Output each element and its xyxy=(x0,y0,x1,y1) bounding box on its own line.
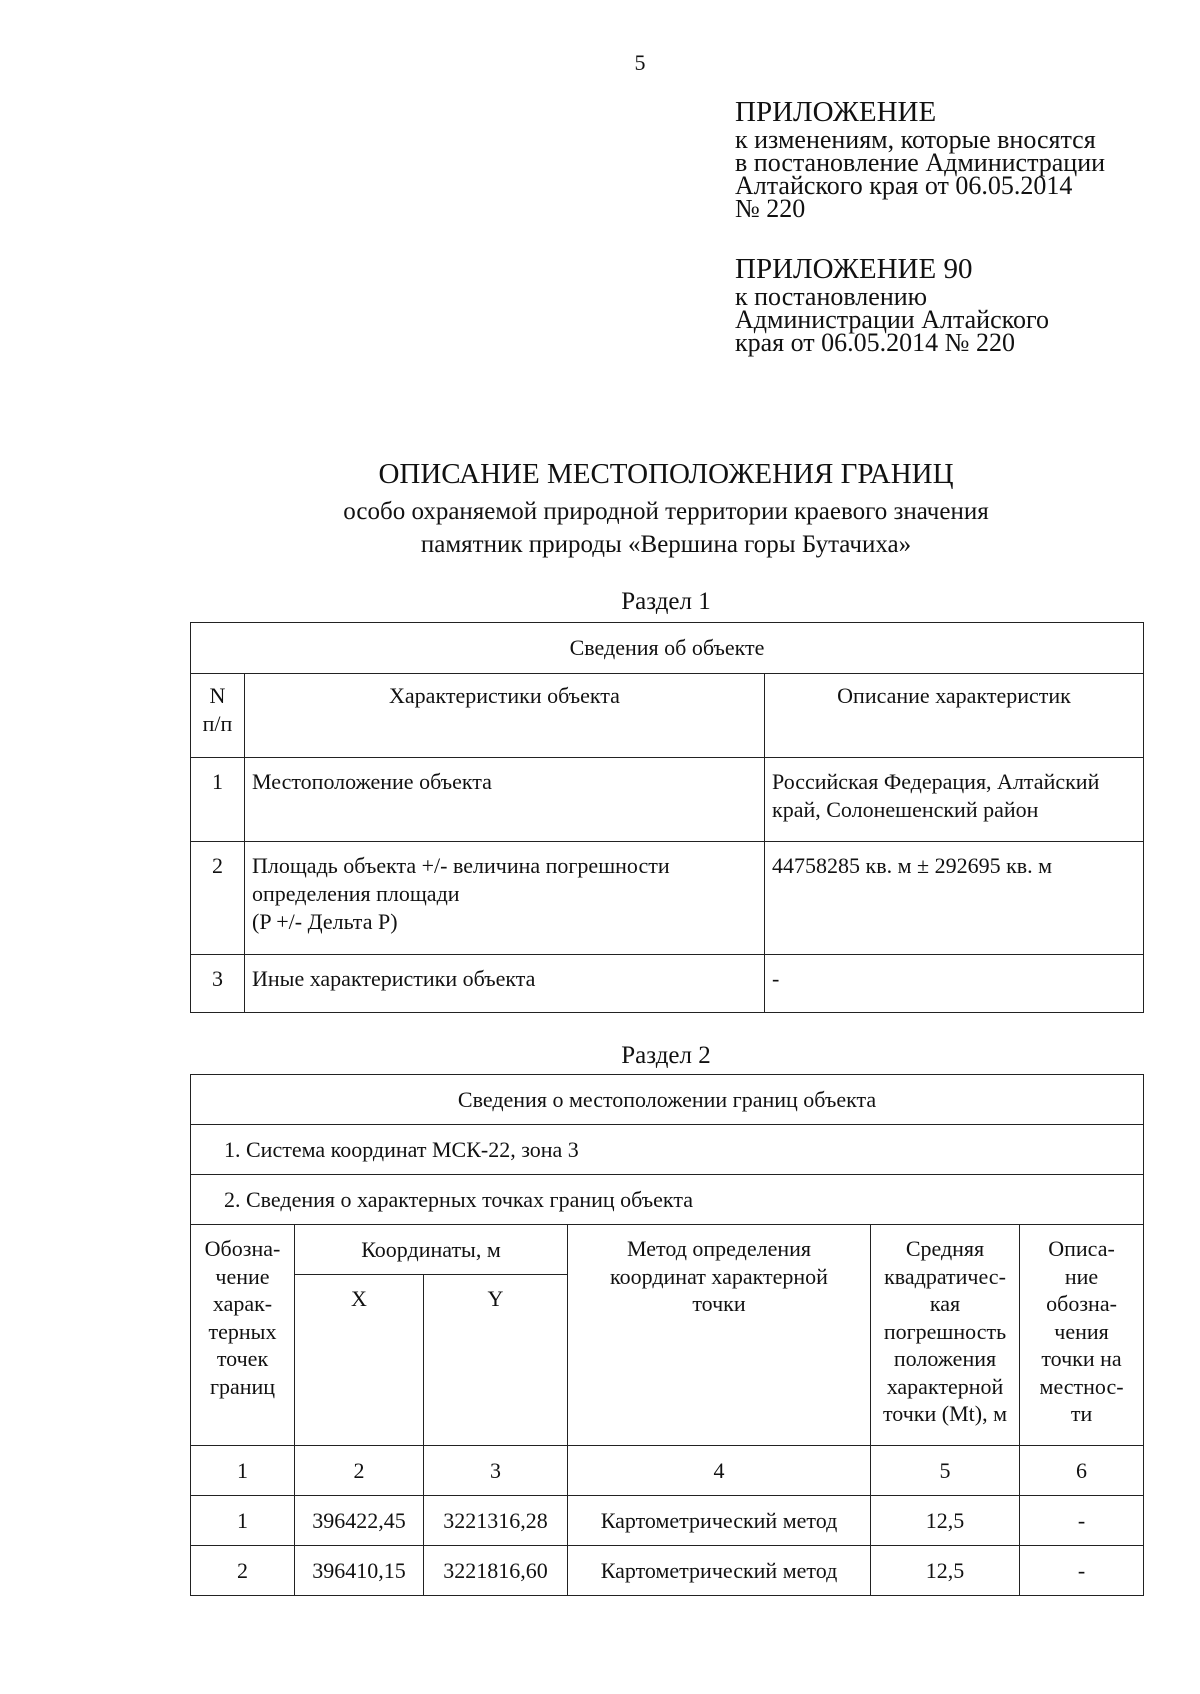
row-number: 3 xyxy=(191,955,245,1013)
column-header-y: Y xyxy=(424,1275,568,1446)
x-coordinate: 396410,15 xyxy=(295,1546,424,1596)
y-coordinate: 3221316,28 xyxy=(424,1496,568,1546)
table-caption: Сведения о местоположении границ объекта xyxy=(191,1075,1144,1125)
column-number: 3 xyxy=(424,1446,568,1496)
x-coordinate: 396422,45 xyxy=(295,1496,424,1546)
point-note: - xyxy=(1020,1546,1144,1596)
column-number: 2 xyxy=(295,1446,424,1496)
object-info-table xyxy=(190,622,1144,1013)
appendix-line: Алтайского края от 06.05.2014 xyxy=(735,171,1073,200)
appendix-heading: ПРИЛОЖЕНИЕ xyxy=(735,96,937,128)
document-title: ОПИСАНИЕ МЕСТОПОЛОЖЕНИЯ ГРАНИЦ xyxy=(378,458,954,490)
page-number: 5 xyxy=(634,50,646,75)
error-value: 12,5 xyxy=(871,1496,1020,1546)
point-number: 2 xyxy=(191,1546,295,1596)
row-characteristic: Площадь объекта +/- величина погрешности определения площади (P +/- Дельта P) xyxy=(245,842,765,955)
column-header-x: X xyxy=(295,1275,424,1446)
column-number: 6 xyxy=(1020,1446,1144,1496)
y-coordinate: 3221816,60 xyxy=(424,1546,568,1596)
table-row xyxy=(191,758,1144,842)
column-header-designation: Обозна- чение харак- терных точек границ xyxy=(191,1225,295,1446)
column-header-coordinates: Координаты, м xyxy=(295,1225,568,1275)
column-number-row xyxy=(191,1446,1144,1496)
appendix-line: в постановление Администрации xyxy=(735,148,1106,177)
column-header-num: N п/п xyxy=(191,674,245,758)
row-characteristic: Местоположение объекта xyxy=(245,758,765,842)
error-value: 12,5 xyxy=(871,1546,1020,1596)
document-subtitle: особо охраняемой природной территории краевого значения xyxy=(343,498,989,525)
column-header-method: Метод определения координат характерной точки xyxy=(568,1225,871,1446)
appendix-block xyxy=(735,96,1175,223)
appendix-line: № 220 xyxy=(735,194,806,223)
appendix-heading: ПРИЛОЖЕНИЕ 90 xyxy=(735,253,973,285)
coordinate-system: 1. Система координат МСК-22, зона 3 xyxy=(191,1125,1144,1175)
column-header-error: Средняя квадратичес- кая погрешность положения характерной точки (Mt), м xyxy=(871,1225,1020,1446)
table-row xyxy=(191,1546,1144,1596)
table-caption: Сведения об объекте xyxy=(191,623,1144,674)
column-number: 5 xyxy=(871,1446,1020,1496)
column-number: 4 xyxy=(568,1446,871,1496)
section-1-title: Раздел 1 xyxy=(621,588,711,615)
row-description: - xyxy=(765,955,1144,1013)
section-2-title: Раздел 2 xyxy=(621,1042,711,1069)
point-note: - xyxy=(1020,1496,1144,1546)
method: Картометрический метод xyxy=(568,1546,871,1596)
point-number: 1 xyxy=(191,1496,295,1546)
boundary-points-table xyxy=(190,1074,1144,1596)
row-number: 1 xyxy=(191,758,245,842)
table-row xyxy=(191,955,1144,1013)
appendix-line: Администрации Алтайского xyxy=(735,305,1049,334)
document-subtitle: памятник природы «Вершина горы Бутачиха» xyxy=(420,531,912,558)
points-caption: 2. Сведения о характерных точках границ объекта xyxy=(191,1175,1144,1225)
row-description: Российская Федерация, Алтайский край, Солонешенский район xyxy=(765,758,1144,842)
column-number: 1 xyxy=(191,1446,295,1496)
column-header-note: Описа- ние обозна- чения точки на местнос- ти xyxy=(1020,1225,1144,1446)
row-number: 2 xyxy=(191,842,245,955)
row-characteristic: Иные характеристики объекта xyxy=(245,955,765,1013)
appendix-90-block xyxy=(735,253,1175,357)
table-row xyxy=(191,1496,1144,1546)
row-description: 44758285 кв. м ± 292695 кв. м xyxy=(765,842,1144,955)
appendix-line: края от 06.05.2014 № 220 xyxy=(735,328,1015,357)
appendix-line: к постановлению xyxy=(735,282,928,311)
method: Картометрический метод xyxy=(568,1496,871,1546)
appendix-line: к изменениям, которые вносятся xyxy=(735,125,1096,154)
column-header-description: Описание характеристик xyxy=(765,674,1144,758)
table-row xyxy=(191,842,1144,955)
column-header-characteristic: Характеристики объекта xyxy=(245,674,765,758)
